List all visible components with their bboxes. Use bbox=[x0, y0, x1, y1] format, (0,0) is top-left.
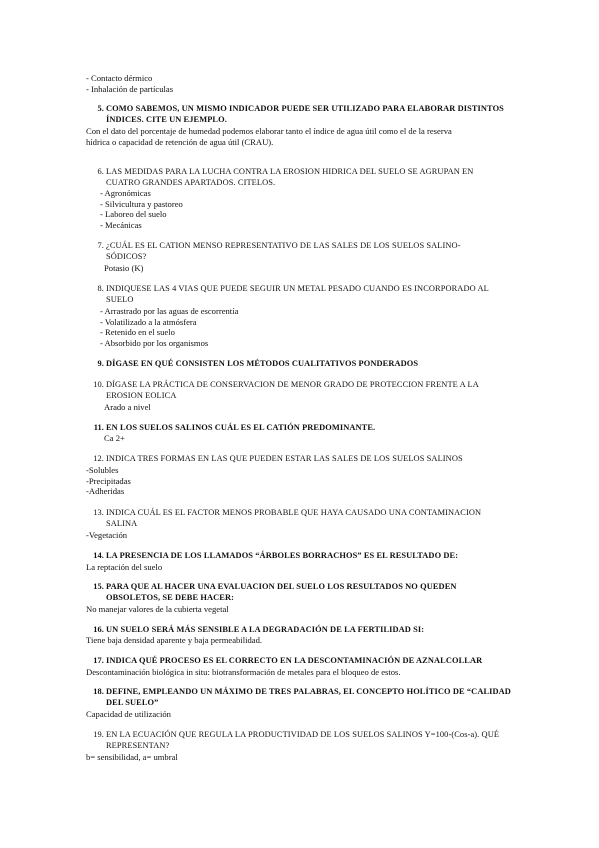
answer-19 bbox=[86, 752, 178, 763]
question-line: INDICA CUÁL ES EL FACTOR MENOS PROBABLE QUE HAYA CAUSADO UNA CONTAMINACION bbox=[106, 508, 482, 517]
answer-line: Tiene baja densidad aparente y baja permeabilidad. bbox=[86, 635, 263, 645]
answer-18 bbox=[86, 709, 171, 720]
question-text bbox=[106, 380, 479, 401]
question-line: CUATRO GRANDES APARTADOS. CITELOS. bbox=[106, 177, 276, 187]
intro-list bbox=[86, 73, 173, 94]
answer-line: Arado a nivel bbox=[104, 402, 151, 412]
answer-line: - Laboreo del suelo bbox=[100, 209, 167, 220]
question-text bbox=[106, 508, 481, 529]
question-text bbox=[106, 284, 489, 305]
answer-10 bbox=[104, 402, 151, 413]
question-number: 8. bbox=[97, 284, 104, 293]
answer-line: b= sensibilidad, a= umbral bbox=[86, 752, 178, 762]
answer-11 bbox=[104, 433, 125, 444]
intro-line: - Contacto dérmico bbox=[86, 73, 153, 83]
question-text bbox=[106, 167, 473, 188]
answer-line: Potasio (K) bbox=[104, 263, 144, 273]
question-line: DEFINE, EMPLEANDO UN MÁXIMO DE TRES PALABRAS, EL CONCEPTO HOLÍTICO DE “CALIDAD bbox=[106, 687, 511, 696]
question-line: SUELO bbox=[106, 294, 134, 304]
answer-line: -Adheridas bbox=[86, 486, 125, 497]
answer-8 bbox=[100, 306, 238, 349]
answer-line: -Precipitadas bbox=[86, 475, 131, 486]
question-line: SÓDICOS? bbox=[106, 251, 147, 261]
intro-line: - Inhalación de partículas bbox=[86, 83, 174, 94]
question-number: 14. bbox=[93, 551, 104, 560]
answer-7 bbox=[104, 263, 143, 274]
question-line: LAS MEDIDAS PARA LA LUCHA CONTRA LA EROSION HIDRICA DEL SUELO SE AGRUPAN EN bbox=[106, 167, 474, 176]
question-number: 9. bbox=[97, 359, 104, 368]
answer-14 bbox=[86, 562, 162, 573]
question-number: 12. bbox=[93, 454, 104, 463]
question-line: INDICA TRES FORMAS EN LAS QUE PUEDEN ESTAR LAS SALES DE LOS SUELOS SALINOS bbox=[106, 454, 463, 463]
answer-12 bbox=[86, 465, 131, 497]
answer-line: No manejar valores de la cubierta vegetal bbox=[86, 604, 229, 614]
question-text bbox=[106, 730, 499, 751]
answer-line: -Solubles bbox=[86, 465, 119, 475]
answer-line: - Volatilizado a la atmósfera bbox=[100, 316, 197, 327]
question-line: OBSOLETOS, SE DEBE HACER: bbox=[106, 592, 235, 602]
answer-line: Descontaminación biológica in situ: biotransformación de metales para el bloqueo de estos. bbox=[86, 667, 401, 677]
question-line: EROSION EOLICA bbox=[106, 390, 177, 400]
question-number: 11. bbox=[93, 423, 104, 432]
question-line: DÍGASE EN QUÉ CONSISTEN LOS MÉTODOS CUALITATIVOS PONDERADOS bbox=[106, 359, 419, 368]
question-text bbox=[106, 423, 375, 434]
answer-line: - Agronómicas bbox=[100, 188, 151, 198]
answer-line: - Absorbido por los organismos bbox=[100, 338, 209, 349]
question-number: 17. bbox=[93, 656, 104, 665]
question-number: 13. bbox=[93, 508, 104, 517]
question-text bbox=[106, 454, 463, 465]
answer-line: hídrica o capacidad de retención de agua útil (CRAU). bbox=[86, 136, 274, 147]
question-line: PARA QUE AL HACER UNA EVALUACION DEL SUELO LOS RESULTADOS NO QUEDEN bbox=[106, 582, 457, 591]
answer-line: Ca 2+ bbox=[104, 433, 125, 443]
answer-6 bbox=[100, 188, 183, 231]
question-number: 5. bbox=[97, 104, 104, 113]
question-text bbox=[106, 582, 457, 603]
question-text bbox=[106, 625, 424, 636]
answer-line: - Arrastrado por las aguas de escorrentía bbox=[100, 306, 239, 316]
answer-line: - Mecánicas bbox=[100, 220, 142, 231]
question-text bbox=[106, 687, 511, 708]
question-line: SALINA bbox=[106, 518, 138, 528]
question-line: ÍNDICES. CITE UN EJEMPLO. bbox=[106, 114, 227, 124]
question-text bbox=[106, 241, 461, 262]
question-line: INDIQUESE LAS 4 VIAS QUE PUEDE SEGUIR UN METAL PESADO CUANDO ES INCORPORADO AL bbox=[106, 284, 489, 293]
question-number: 16. bbox=[93, 625, 104, 634]
answer-13 bbox=[86, 530, 127, 541]
answer-15 bbox=[86, 604, 229, 615]
question-number: 6. bbox=[97, 167, 104, 176]
question-line: EN LOS SUELOS SALINOS CUÁL ES EL CATIÓN PREDOMINANTE. bbox=[106, 423, 376, 432]
question-line: COMO SABEMOS, UN MISMO INDICADOR PUEDE SER UTILIZADO PARA ELABORAR DISTINTOS bbox=[106, 104, 504, 113]
answer-5 bbox=[86, 126, 452, 147]
answer-line: Capacidad de utilización bbox=[86, 709, 171, 719]
answer-17 bbox=[86, 667, 401, 678]
answer-line: -Vegetación bbox=[86, 530, 128, 540]
answer-line: - Silvicultura y pastoreo bbox=[100, 198, 183, 209]
question-line: UN SUELO SERÁ MÁS SENSIBLE A LA DEGRADACIÓN DE LA FERTILIDAD SI: bbox=[106, 625, 425, 634]
question-number: 15. bbox=[93, 582, 104, 591]
answer-line: La reptación del suelo bbox=[86, 562, 163, 572]
question-line: DÍGASE LA PRÁCTICA DE CONSERVACION DE MENOR GRADO DE PROTECCION FRENTE A LA bbox=[106, 380, 479, 389]
question-text bbox=[106, 656, 482, 667]
question-number: 10. bbox=[93, 380, 104, 389]
question-line: ¿CUÁL ES EL CATION MENSO REPRESENTATIVO DE LAS SALES DE LOS SUELOS SALINO- bbox=[106, 241, 461, 250]
question-number: 7. bbox=[97, 241, 104, 250]
question-text bbox=[106, 359, 418, 370]
answer-16 bbox=[86, 635, 262, 646]
question-line: LA PRESENCIA DE LOS LLAMADOS “ÁRBOLES BORRACHOS” ES EL RESULTADO DE: bbox=[106, 551, 459, 560]
question-line: DEL SUELO” bbox=[106, 697, 159, 707]
question-line: INDICA QUÉ PROCESO ES EL CORRECTO EN LA DESCONTAMINACIÓN DE AZNALCOLLAR bbox=[106, 656, 483, 665]
answer-line: Con el dato del porcentaje de humedad podemos elaborar tanto el índice de agua útil como el de la reserva bbox=[86, 126, 452, 136]
question-text bbox=[106, 104, 504, 125]
question-number: 18. bbox=[93, 687, 104, 696]
answer-line: - Retenido en el suelo bbox=[100, 327, 175, 338]
question-text bbox=[106, 551, 458, 562]
question-line: REPRESENTAN? bbox=[106, 740, 170, 750]
question-number: 19. bbox=[93, 730, 104, 739]
question-line: EN LA ECUACIÓN QUE REGULA LA PRODUCTIVIDAD DE LOS SUELOS SALINOS Y=100-(Cos-a). QUÉ bbox=[106, 730, 500, 739]
